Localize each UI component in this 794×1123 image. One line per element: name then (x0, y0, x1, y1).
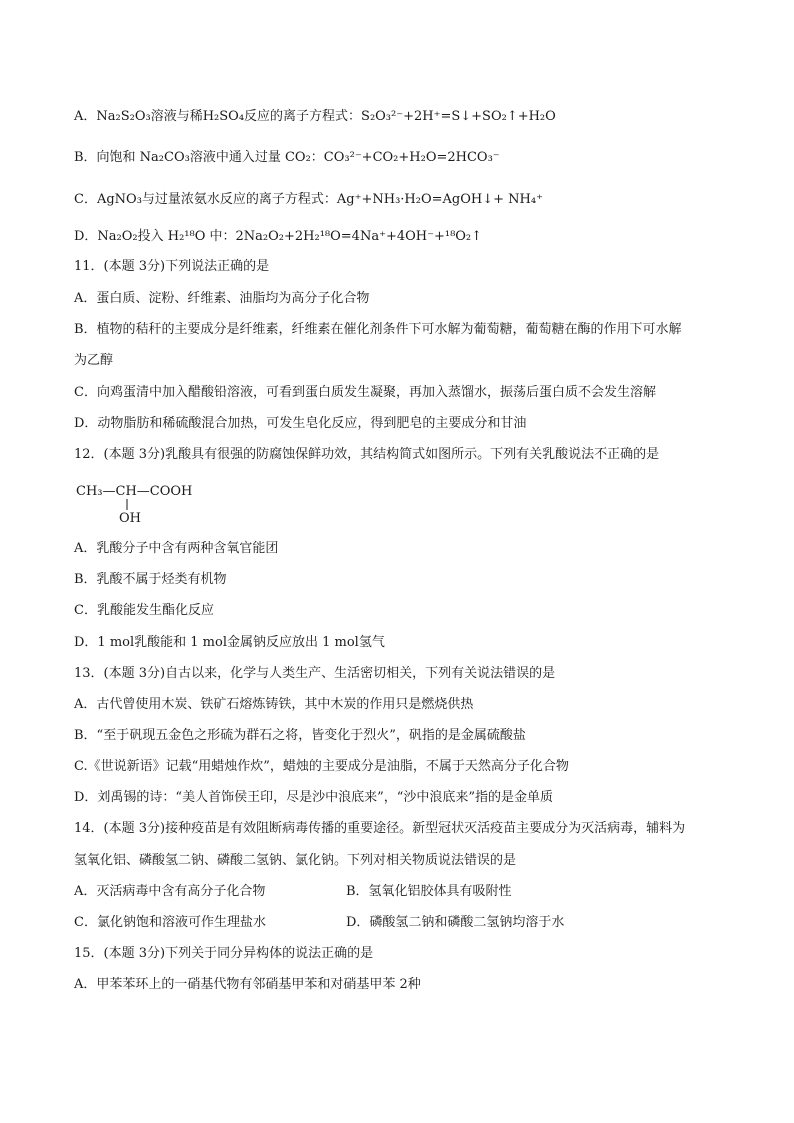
q11-option-a: A．蛋白质、淀粉、纤维素、油脂均为高分子化合物 (74, 291, 370, 306)
q14-stem-line2: 氢氧化铝、磷酸氢二钠、磷酸二氢钠、氯化钠。下列对相关物质说法错误的是 (74, 853, 517, 868)
q12-stem: 12．(本题 3分)乳酸具有很强的防腐蚀保鲜功效，其结构简式如图所示。下列有关乳酸说法不正确的是 (74, 447, 660, 462)
q12-option-d: D．1 mol乳酸能和 1 mol金属钠反应放出 1 mol氢气 (74, 635, 385, 650)
q11-option-d: D．动物脂肪和稀硫酸混合加热，可发生皂化反应，得到肥皂的主要成分和甘油 (74, 416, 527, 431)
q11-option-c: C．向鸡蛋清中加入醋酸铅溶液，可看到蛋白质发生凝聚，再加入蒸馏水，振荡后蛋白质不会发生溶解 (74, 385, 656, 400)
q13-option-b: B．“至于矾现五金色之形硫为群石之将，皆变化于烈火”，矾指的是金属硫酸盐 (74, 728, 526, 743)
q10-option-c: C．AgNO₃与过量浓氨水反应的离子方程式：Ag⁺+NH₃·H₂O=AgOH↓+ NH₄⁺ (74, 192, 543, 207)
q15-option-a: A．甲苯苯环上的一硝基代物有邻硝基甲苯和对硝基甲苯 2种 (74, 977, 421, 992)
q10-option-d: D．Na₂O₂投入 H₂¹⁸O 中：2Na₂O₂+2H₂¹⁸O=4Na⁺+4OH⁻+¹⁸O₂↑ (74, 229, 483, 244)
q13-stem: 13．(本题 3分)自古以来，化学与人类生产、生活密切相关，下列有关说法错误的是 (74, 666, 556, 681)
q14-option-b: B．氢氧化铝胶体具有吸附性 (346, 884, 512, 899)
q11-stem: 11．(本题 3分)下列说法正确的是 (74, 259, 270, 274)
q13-option-a: A．古代曾使用木炭、铁矿石熔炼铸铁，其中木炭的作用只是燃烧供热 (74, 697, 474, 712)
q12-option-c: C．乳酸能发生酯化反应 (74, 603, 214, 618)
q15-stem: 15．(本题 3分)下列关于同分异构体的说法正确的是 (74, 946, 374, 961)
structure-top: CH₃—CH—COOH (76, 484, 193, 499)
q14-option-a: A．灭活病毒中含有高分子化合物 (74, 884, 266, 899)
q11-option-b-line2: 为乙醇 (74, 353, 114, 368)
q11-option-b-line1: B．植物的秸秆的主要成分是纤维素，纤维素在催化剂条件下可水解为葡萄糖，葡萄糖在酶的作用下可水解 (74, 322, 682, 337)
q14-option-c: C．氯化钠饱和溶液可作生理盐水 (74, 915, 266, 930)
structure-oh: OH (119, 511, 141, 526)
q14-option-d: D．磷酸氢二钠和磷酸二氢钠均溶于水 (346, 915, 565, 930)
q13-option-d: D．刘禹锡的诗：“美人首饰侯王印，尽是沙中浪底来”，“沙中浪底来”指的是金单质 (74, 790, 554, 805)
q13-option-c: C.《世说新语》记载“用蜡烛作炊”，蜡烛的主要成分是油脂，不属于天然高分子化合物 (74, 759, 569, 774)
q14-stem-line1: 14．(本题 3分)接种疫苗是有效阻断病毒传播的重要途径。新型冠状灭活疫苗主要成分为灭活病毒，辅料为 (74, 821, 686, 836)
structure-diagram (76, 480, 276, 530)
q12-option-b: B．乳酸不属于烃类有机物 (74, 572, 227, 587)
q10-option-b: B．向饱和 Na₂CO₃溶液中通入过量 CO₂：CO₃²⁻+CO₂+H₂O=2HCO₃⁻ (74, 150, 500, 165)
lactic-acid-structure (76, 480, 276, 530)
q10-option-a: A．Na₂S₂O₃溶液与稀H₂SO₄反应的离子方程式：S₂O₃²⁻+2H⁺=S↓+SO₂↑+H₂O (74, 109, 556, 124)
q12-option-a: A．乳酸分子中含有两种含氧官能团 (74, 541, 279, 556)
